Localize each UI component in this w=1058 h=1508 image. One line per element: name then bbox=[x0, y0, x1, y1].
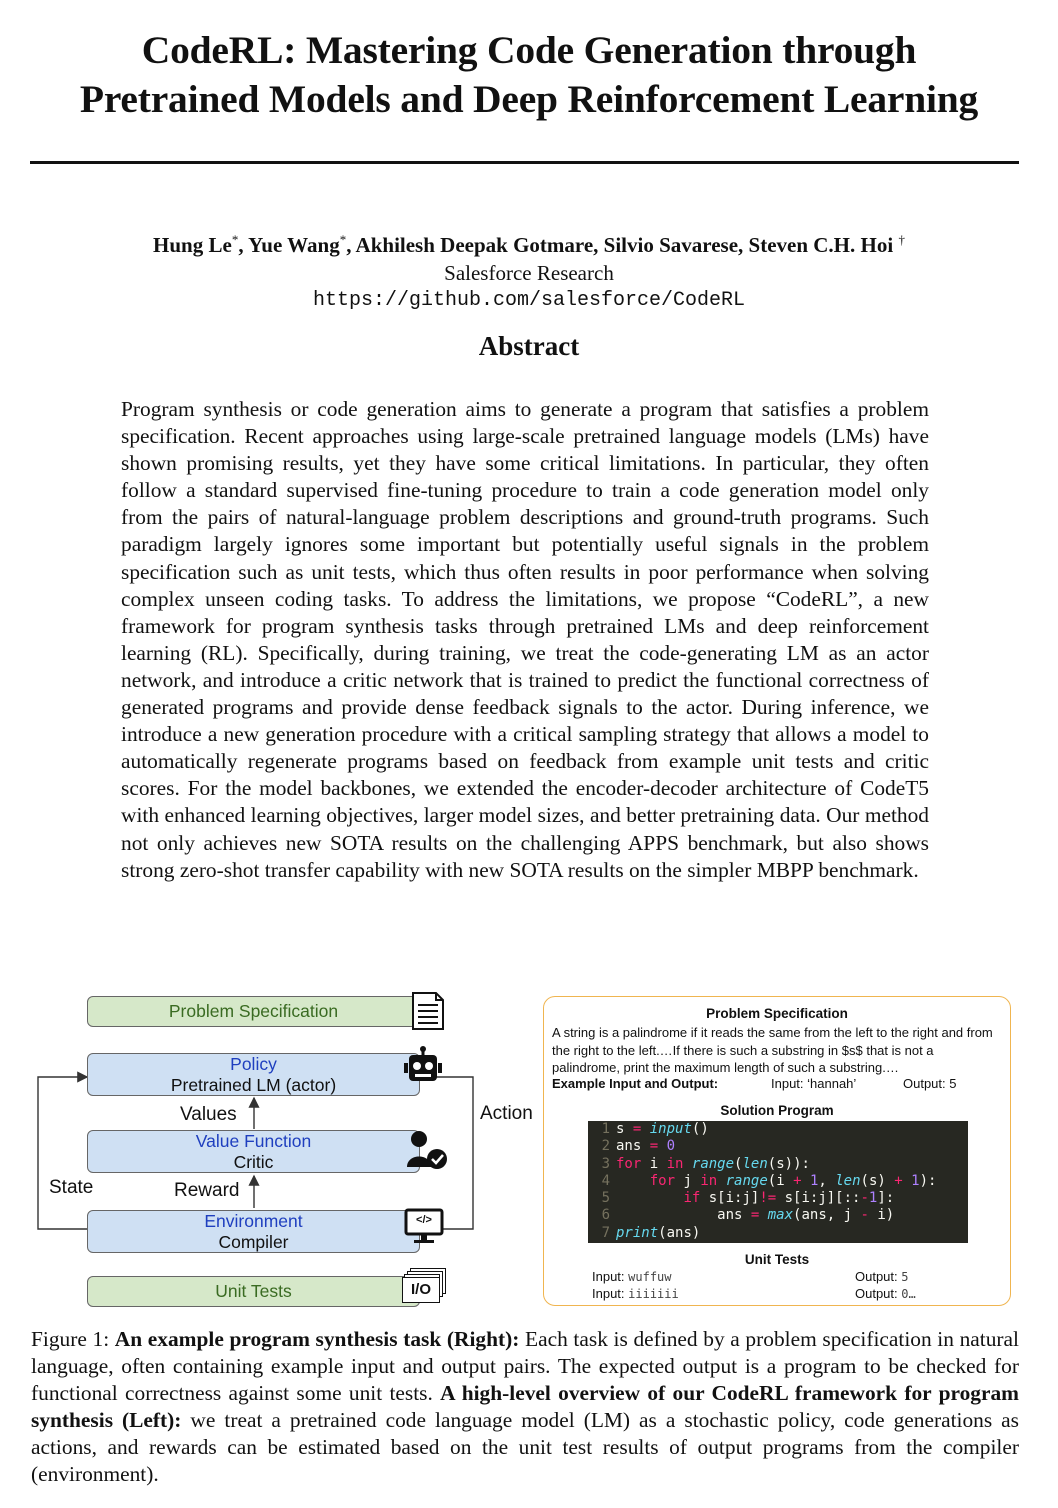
test-input-value: wuffuw bbox=[628, 1270, 672, 1284]
code-line: 2 ans = 0 bbox=[601, 1138, 676, 1155]
example-task-panel bbox=[543, 996, 1011, 1306]
unit-tests-heading: Unit Tests bbox=[744, 1252, 810, 1267]
value-function-box bbox=[87, 1130, 420, 1173]
state-label: State bbox=[49, 1177, 94, 1198]
test-output-label: Output: bbox=[855, 1269, 898, 1284]
paper-title bbox=[20, 26, 1038, 124]
coderl-overview-diagram bbox=[30, 985, 533, 1315]
problem-spec-box bbox=[87, 996, 420, 1027]
policy-box bbox=[87, 1053, 420, 1096]
other-authors: Akhilesh Deepak Gotmare, Silvio Savarese, Steven C.H. Hoi bbox=[355, 233, 894, 257]
io-stack-icon bbox=[402, 1268, 450, 1306]
robot-icon bbox=[403, 1045, 443, 1087]
critic-person-check-icon bbox=[405, 1129, 449, 1171]
code-line: 7 print(ans) bbox=[601, 1224, 701, 1241]
example-spec-heading: Problem Specification bbox=[706, 1006, 848, 1021]
caption-bold-right: An example program synthesis task (Right): bbox=[114, 1327, 520, 1351]
example-io-label: Example Input and Output: bbox=[552, 1076, 719, 1091]
test-1-output bbox=[855, 1269, 909, 1284]
unit-tests-label: Unit Tests bbox=[215, 1281, 292, 1301]
solution-heading: Solution Program bbox=[720, 1103, 834, 1118]
test-1-input bbox=[592, 1269, 672, 1284]
title-line-1: CodeRL: Mastering Code Generation through bbox=[141, 28, 917, 72]
action-label: Action bbox=[480, 1103, 533, 1124]
unit-tests-box bbox=[87, 1276, 420, 1307]
reward-label: Reward bbox=[174, 1180, 240, 1201]
figure-caption bbox=[31, 1326, 1019, 1489]
figure-label: Figure 1: bbox=[31, 1327, 110, 1351]
solution-code-block bbox=[588, 1121, 968, 1243]
document-icon bbox=[410, 991, 446, 1031]
abstract-heading: Abstract bbox=[478, 331, 580, 361]
critic-label: Critic bbox=[233, 1152, 274, 1172]
affiliation: Salesforce Research bbox=[444, 261, 614, 285]
io-label: I/O bbox=[402, 1277, 440, 1303]
test-2-input bbox=[592, 1286, 679, 1301]
test-output-label: Output: bbox=[855, 1286, 898, 1301]
code-line: 6 ans = max(ans, j - i) bbox=[601, 1207, 895, 1224]
title-rule bbox=[30, 161, 1019, 164]
author-2: Yue Wang bbox=[248, 233, 340, 257]
test-input-value: iiiiiii bbox=[628, 1287, 679, 1301]
equal-contrib-mark-2: * bbox=[339, 232, 347, 247]
code-line: 5 if s[i:j]!= s[i:j][::-1]: bbox=[601, 1190, 895, 1207]
code-line: 4 for j in range(i + 1, len(s) + 1): bbox=[601, 1172, 937, 1189]
author-1: Hung Le bbox=[153, 233, 232, 257]
caption-text-right: Each task is defined by a problem specification in natural language, often containing example input and output pairs. The expected output is a program to be checked for functional correctness against some unit tests. bbox=[31, 1327, 1019, 1406]
code-line: 3 for i in range(len(s)): bbox=[601, 1155, 810, 1172]
values-label: Values bbox=[180, 1104, 237, 1125]
value-function-label: Value Function bbox=[195, 1131, 312, 1151]
repo-url[interactable]: https://github.com/salesforce/CodeRL bbox=[312, 289, 746, 312]
policy-label: Policy bbox=[230, 1054, 277, 1074]
test-2-output bbox=[855, 1286, 916, 1301]
policy-sub-label: Pretrained LM (actor) bbox=[170, 1075, 337, 1095]
test-output-value: 5 bbox=[901, 1270, 909, 1284]
environment-box bbox=[87, 1210, 420, 1253]
example-output: Output: 5 bbox=[903, 1076, 957, 1091]
compiler-label: Compiler bbox=[218, 1232, 289, 1252]
caption-bold-left: A high-level overview of our CodeRL framework for program synthesis (Left): bbox=[31, 1381, 1019, 1433]
code-icon-label: </> bbox=[416, 1214, 432, 1226]
environment-label: Environment bbox=[204, 1211, 303, 1231]
authors: Hung Le*, Yue Wang*, Akhilesh Deepak Gotmare, Silvio Savarese, Steven C.H. Hoi † bbox=[153, 232, 905, 257]
caption-text-left: we treat a pretrained code language model (LM) as a stochastic policy, code generations as actions, and rewards can be estimated based on the unit test results of output programs from the compiler (environment). bbox=[31, 1408, 1019, 1487]
test-input-label: Input: bbox=[592, 1269, 625, 1284]
abstract-text: Program synthesis or code generation aims to generate a program that satisfies a problem specification. Recent approaches using large-scale pretrained language models (LMs) have shown promising results, yet they have some critical limitations. In particular, they often follow a standard supervised fine-tuning procedure to train a code generation model only from the pairs of natural-language problem descriptions and ground-truth programs. Such paradigm largely ignores some important but potentially useful signals in the problem specification such as unit tests, which thus often results in poor performance when solving complex unseen coding tasks. To address the limitations, we propose “CodeRL”, a new framework for program synthesis tasks through pretrained LMs and deep reinforcement learning (RL). Specifically, during training, we treat the code-generating LM as an actor network, and introduce a critic network that is trained to predict the functional correctness of generated programs and provide dense feedback signals to the actor. During inference, we introduce a new generation procedure with a critical sampling strategy that allows a model to automatically regenerate programs based on feedback from example unit tests and critic scores. For the model backbones, we extended the encoder-decoder architecture of CodeT5 with enhanced learning objectives, larger model sizes, and better pretraining data. Our method not only achieves new SOTA results on the challenging APPS benchmark, but also shows strong zero-shot transfer capability with new SOTA results on the simpler MBPP benchmark. bbox=[121, 397, 929, 882]
test-input-label: Input: bbox=[592, 1286, 625, 1301]
example-io-row bbox=[552, 1076, 1004, 1091]
problem-spec-label: Problem Specification bbox=[168, 1001, 339, 1021]
example-spec-text: A string is a palindrome if it reads the same from the left to the right and from the right to the left.…If there is such a substring in $s$ that is not a palindrome, print the maximum length of such a substring.… bbox=[552, 1025, 993, 1075]
code-line: 1 s = input() bbox=[601, 1121, 709, 1137]
computer-code-icon bbox=[404, 1207, 444, 1247]
test-output-value: 0… bbox=[901, 1287, 916, 1301]
example-input: Input: ‘hannah’ bbox=[771, 1076, 857, 1091]
title-line-2: Pretrained Models and Deep Reinforcement Learning bbox=[79, 77, 979, 121]
equal-contrib-mark: * bbox=[231, 232, 239, 247]
corresponding-mark: † bbox=[898, 232, 905, 247]
